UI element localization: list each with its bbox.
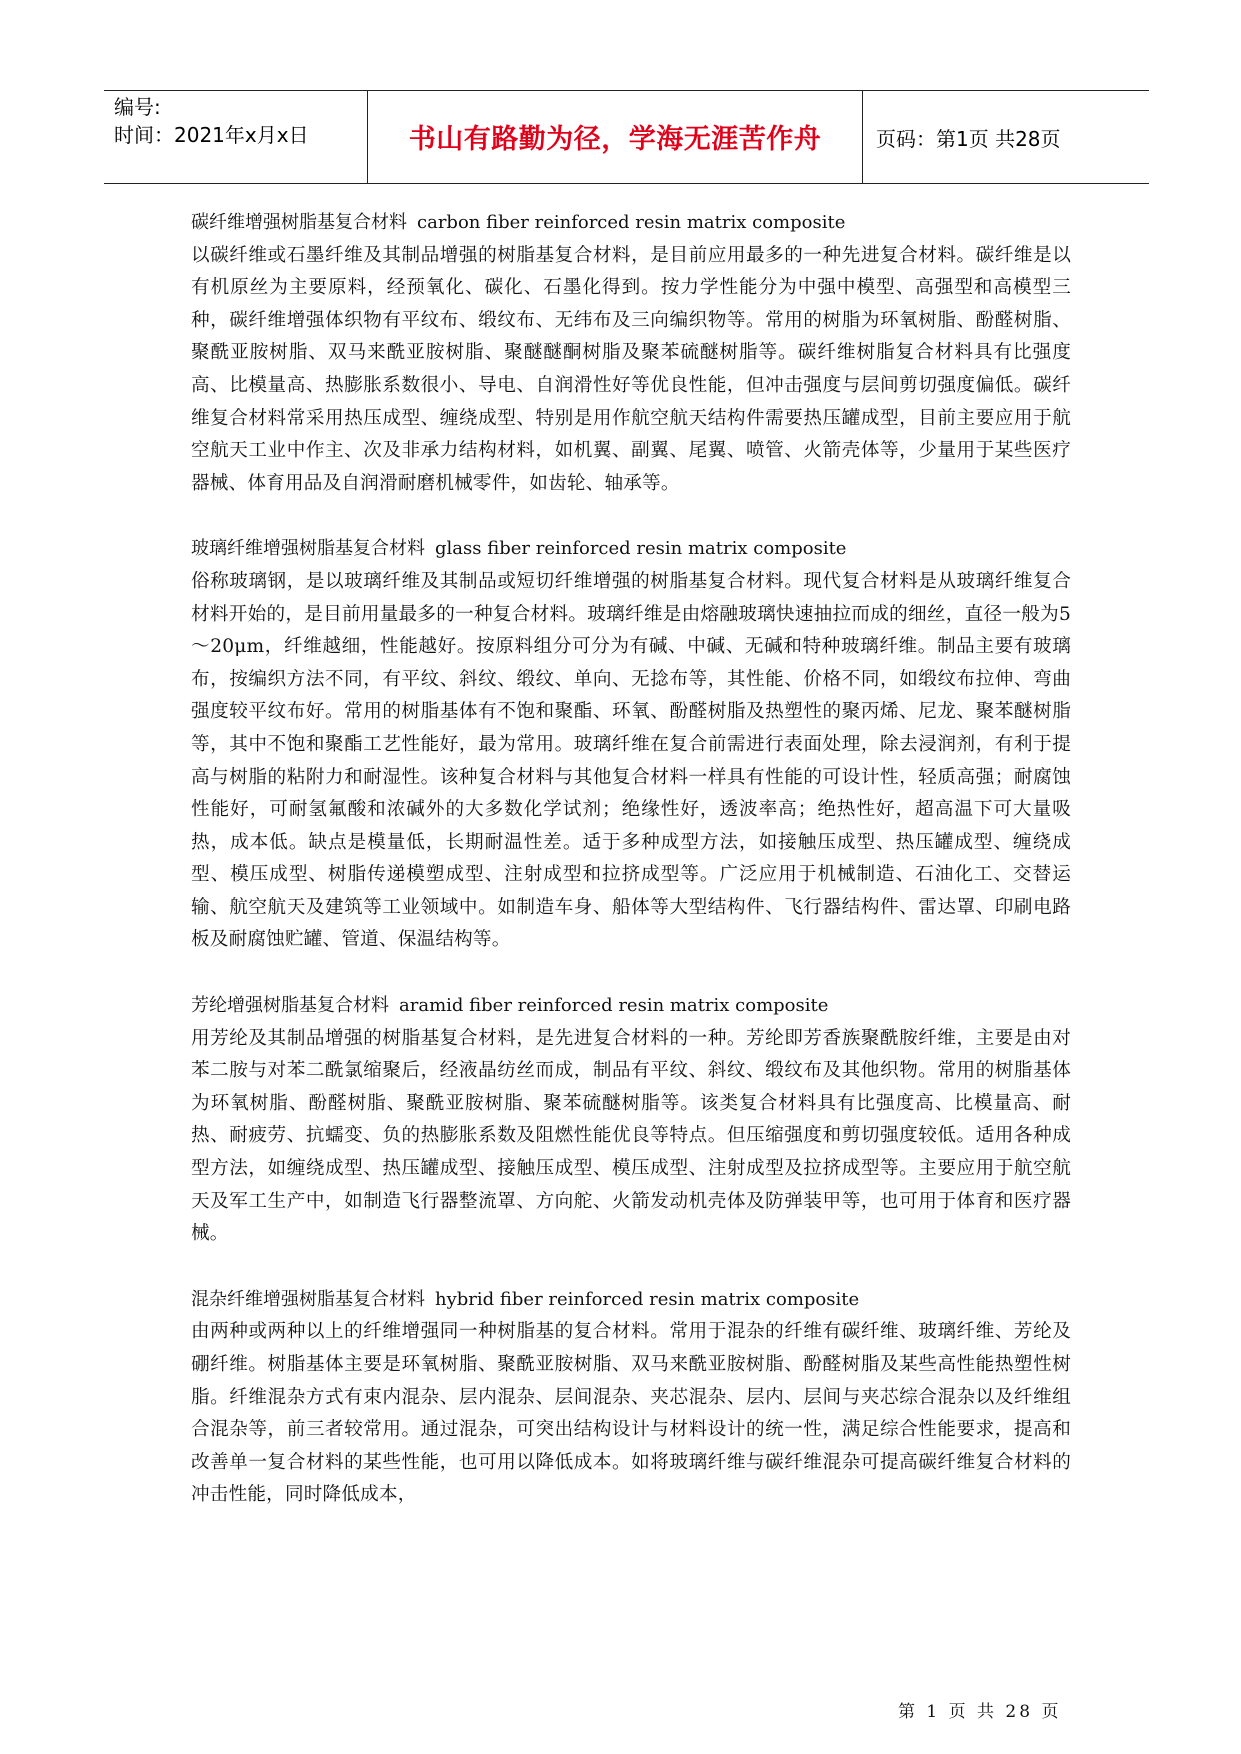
header-motto: 书山有路勤为径，学海无涯苦作舟: [408, 124, 822, 155]
section-title-cn: 芳纶增强树脂基复合材料: [191, 995, 389, 1017]
section-title: [191, 990, 1071, 1023]
section-title: [191, 207, 1071, 240]
document-time-label: 时间：2021年x月x日: [114, 123, 309, 147]
section-title-en: aramid fiber reinforced resin matrix composite: [399, 995, 829, 1017]
section-hybrid-fiber: [191, 1284, 1071, 1512]
section-title: [191, 533, 1071, 566]
section-glass-fiber: [191, 533, 1071, 957]
section-paragraph: 俗称玻璃钢，是以玻璃纤维及其制品或短切纤维增强的树脂基复合材料。现代复合材料是从玻璃纤维复合材料开始的，是目前用量最多的一种复合材料。玻璃纤维是由熔融玻璃快速抽拉而成的细丝，直径一般为5～20μm，纤维越细，性能越好。按原料组分可分为有碱、中碱、无碱和特种玻璃纤维。制品主要有玻璃布，按编织方法不同，有平纹、斜纹、缎纹、单向、无捻布等，其性能、价格不同，如缎纹布拉伸、弯曲强度较平纹布好。常用的树脂基体有不饱和聚酯、环氧、酚醛树脂及热塑性的聚丙烯、尼龙、聚苯醚树脂等，其中不饱和聚酯工艺性能好，最为常用。玻璃纤维在复合前需进行表面处理，除去浸润剂，有利于提高与树脂的粘附力和耐湿性。该种复合材料与其他复合材料一样具有性能的可设计性，轻质高强；耐腐蚀性能好，可耐氢氟酸和浓碱外的大多数化学试剂；绝缘性好，透波率高；绝热性好，超高温下可大量吸热，成本低。缺点是模量低，长期耐温性差。适于多种成型方法，如接触压成型、热压罐成型、缠绕成型、模压成型、树脂传递模塑成型、注射成型和拉挤成型等。广泛应用于机械制造、石油化工、交替运输、航空航天及建筑等工业领域中。如制造车身、船体等大型结构件、飞行器结构件、雷达罩、印刷电路板及耐腐蚀贮罐、管道、保温结构等。: [191, 570, 1071, 951]
header-meta: [114, 93, 364, 149]
section-title-en: glass fiber reinforced resin matrix composite: [435, 538, 847, 560]
section-title-cn: 碳纤维增强树脂基复合材料: [191, 212, 407, 233]
section-paragraph: 由两种或两种以上的纤维增强同一种树脂基的复合材料。常用于混杂的纤维有碳纤维、玻璃纤维、芳纶及硼纤维。树脂基体主要是环氧树脂、聚酰亚胺树脂、双马来酰亚胺树脂、酚醛树脂及某些高性能热塑性树脂。纤维混杂方式有束内混杂、层内混杂、层间混杂、夹芯混杂、层内、层间与夹芯综合混杂以及纤维组合混杂等，前三者较常用。通过混杂，可突出结构设计与材料设计的统一性，满足综合性能要求，提高和改善单一复合材料的某些性能，也可用以降低成本。如将玻璃纤维与碳纤维混杂可提高碳纤维复合材料的冲击性能，同时降低成本，: [191, 1321, 1071, 1506]
section-title-en: carbon fiber reinforced resin matrix composite: [417, 212, 846, 233]
page-footer: 第 1 页 共 28 页: [898, 1702, 1062, 1722]
section-paragraph: 用芳纶及其制品增强的树脂基复合材料，是先进复合材料的一种。芳纶即芳香族聚酰胺纤维，主要是由对苯二胺与对苯二酰氯缩聚后，经液晶纺丝而成，制品有平纹、斜纹、缎纹布及其他织物。常用的树脂基体为环氧树脂、酚醛树脂、聚酰亚胺树脂、聚苯硫醚树脂等。该类复合材料具有比强度高、比模量高、耐热、耐疲劳、抗蠕变、负的热膨胀系数及阻燃性能优良等特点。但压缩强度和剪切强度较低。适用各种成型方法，如缠绕成型、热压罐成型、接触压成型、模压成型、注射成型及拉挤成型等。主要应用于航空航天及军工生产中，如制造飞行器整流罩、方向舵、火箭发动机壳体及防弹装甲等，也可用于体育和医疗器械。: [191, 1027, 1071, 1245]
section-title-en: hybrid fiber reinforced resin matrix composite: [435, 1288, 860, 1310]
header-page-label: 页码：第1页 共28页: [876, 127, 1061, 151]
section-paragraph: 以碳纤维或石墨纤维及其制品增强的树脂基复合材料，是目前应用最多的一种先进复合材料。碳纤维是以有机原丝为主要原料，经预氧化、碳化、石墨化得到。按力学性能分为中强中模型、高强型和高模型三种，碳纤维增强体织物有平纹布、缎纹布、无纬布及三向编织物等。常用的树脂为环氧树脂、酚醛树脂、聚酰亚胺树脂、双马来酰亚胺树脂、聚醚醚酮树脂及聚苯硫醚树脂等。碳纤维树脂复合材料具有比强度高、比模量高、热膨胀系数很小、导电、自润滑性好等优良性能，但冲击强度与层间剪切强度偏低。碳纤维复合材料常采用热压成型、缠绕成型、特别是用作航空航天结构件需要热压罐成型，目前主要应用于航空航天工业中作主、次及非承力结构材料，如机翼、副翼、尾翼、喷管、火箭壳体等，少量用于某些医疗器械、体育用品及自润滑耐磨机械零件，如齿轮、轴承等。: [191, 244, 1071, 494]
section-title-cn: 玻璃纤维增强树脂基复合材料: [191, 538, 425, 560]
document-header: [104, 90, 1149, 184]
section-carbon-fiber: [191, 207, 1071, 500]
section-title-cn: 混杂纤维增强树脂基复合材料: [191, 1288, 425, 1310]
document-body: [191, 207, 1071, 1545]
section-title: [191, 1284, 1071, 1317]
document-number-label: 编号:: [114, 95, 161, 119]
section-aramid-fiber: [191, 990, 1071, 1251]
header-divider: [862, 91, 863, 183]
